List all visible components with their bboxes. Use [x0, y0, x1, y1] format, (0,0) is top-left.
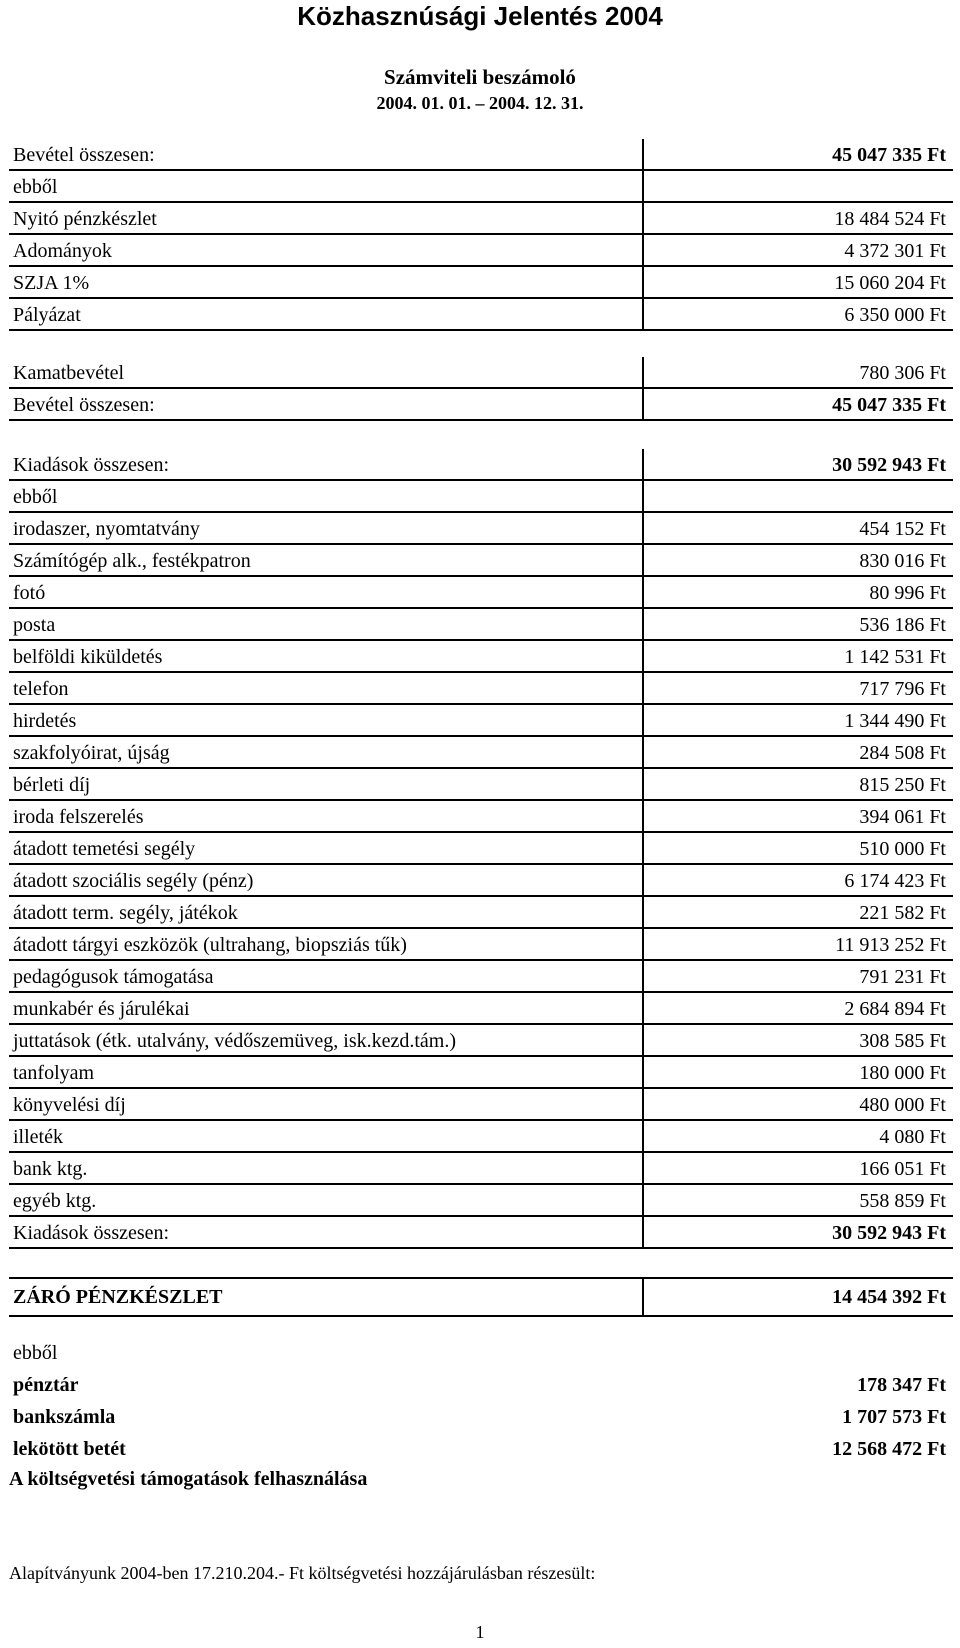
income-row [9, 203, 953, 235]
expense-value: 510 000 Ft [859, 838, 946, 860]
expense-label: átadott temetési segély [13, 838, 196, 860]
expense-row [9, 1089, 953, 1121]
income-value: 6 350 000 Ft [844, 304, 946, 326]
closing-balance-value: 14 454 392 Ft [832, 1286, 946, 1308]
expenses-total-value-2: 30 592 943 Ft [832, 1222, 946, 1244]
income-value: 15 060 204 Ft [834, 272, 946, 294]
expenses-of-which-label: ebből [13, 486, 58, 508]
expense-label: juttatások (étk. utalvány, védőszemüveg, isk.kezd.tám.) [13, 1030, 457, 1052]
expense-value: 4 080 Ft [879, 1126, 946, 1148]
expense-value: 1 344 490 Ft [844, 710, 946, 732]
expense-label: munkabér és járulékai [13, 998, 190, 1020]
expenses-of-which-row [9, 481, 953, 513]
expense-value: 791 231 Ft [859, 966, 946, 988]
expense-row [9, 1025, 953, 1057]
expense-label: könyvelési díj [13, 1094, 126, 1116]
expense-label: átadott tárgyi eszközök (ultrahang, biopsziás tűk) [13, 934, 407, 956]
closing-balance-label: ZÁRÓ PÉNZKÉSZLET [13, 1286, 223, 1308]
income-of-which-label: ebből [13, 176, 58, 198]
expense-row [9, 609, 953, 641]
expense-row [9, 1153, 953, 1185]
expense-value: 2 684 894 Ft [844, 998, 946, 1020]
expenses-total-label-2: Kiadások összesen: [13, 1222, 170, 1244]
expense-label: bank ktg. [13, 1158, 88, 1180]
expense-row [9, 929, 953, 961]
expense-label: pedagógusok támogatása [13, 966, 214, 988]
expenses-total-value: 30 592 943 Ft [832, 454, 946, 476]
expense-label: posta [13, 614, 56, 636]
income-row [9, 235, 953, 267]
expense-label: átadott term. segély, játékok [13, 902, 238, 924]
income-row [9, 299, 953, 331]
report-period: 2004. 01. 01. – 2004. 12. 31. [376, 93, 584, 113]
income-label: Pályázat [13, 304, 81, 326]
expense-value: 221 582 Ft [859, 902, 946, 924]
expense-row [9, 769, 953, 801]
subsidy-note: Alapítványunk 2004-ben 17.210.204.- Ft költségvetési hozzájárulásban részesült: [9, 1563, 596, 1583]
income-row [9, 357, 953, 389]
income-total-label: Bevétel összesen: [13, 144, 155, 166]
expense-row [9, 1121, 953, 1153]
expense-value: 80 996 Ft [869, 582, 946, 604]
expense-value: 394 061 Ft [859, 806, 946, 828]
expense-row [9, 673, 953, 705]
income-label: Kamatbevétel [13, 362, 125, 384]
income-value: 780 306 Ft [859, 362, 946, 384]
closing-row [9, 1369, 953, 1401]
subsidy-heading-row [9, 1465, 953, 1493]
expense-label: fotó [13, 582, 46, 604]
income-value: 18 484 524 Ft [834, 208, 946, 230]
income-row [9, 267, 953, 299]
closing-label: bankszámla [13, 1406, 116, 1428]
expense-value: 454 152 Ft [859, 518, 946, 540]
expense-value: 1 142 531 Ft [844, 646, 946, 668]
expense-value: 11 913 252 Ft [835, 934, 946, 956]
expense-label: illeték [13, 1126, 63, 1148]
income-total-label-2: Bevétel összesen: [13, 394, 155, 416]
subsidy-heading: A költségvetési támogatások felhasználása [9, 1468, 368, 1490]
closing-label: pénztár [13, 1374, 79, 1396]
expenses-total-label: Kiadások összesen: [13, 454, 170, 476]
expense-label: tanfolyam [13, 1062, 95, 1084]
expense-label: irodaszer, nyomtatvány [13, 518, 200, 540]
income-label: SZJA 1% [13, 272, 90, 294]
expense-label: hirdetés [13, 710, 77, 732]
income-of-which-row [9, 171, 953, 203]
closing-label: lekötött betét [13, 1438, 126, 1460]
income-label: Adományok [13, 240, 112, 262]
page-number: 1 [475, 1622, 485, 1642]
expense-row [9, 865, 953, 897]
report-subtitle: Számviteli beszámoló [384, 65, 576, 89]
closing-value: 178 347 Ft [857, 1374, 946, 1396]
expense-row [9, 737, 953, 769]
expense-label: belföldi kiküldetés [13, 646, 163, 668]
expense-value: 717 796 Ft [859, 678, 946, 700]
expense-label: átadott szociális segély (pénz) [13, 870, 254, 892]
expense-row [9, 961, 953, 993]
income-label: Nyitó pénzkészlet [13, 208, 157, 230]
closing-value: 12 568 472 Ft [832, 1438, 946, 1460]
expense-value: 536 186 Ft [859, 614, 946, 636]
expense-value: 830 016 Ft [859, 550, 946, 572]
expense-row [9, 1185, 953, 1217]
expense-row [9, 577, 953, 609]
income-total-row [9, 139, 953, 171]
expense-row [9, 897, 953, 929]
expense-row [9, 993, 953, 1025]
expense-row [9, 513, 953, 545]
expense-row [9, 705, 953, 737]
expense-value: 558 859 Ft [859, 1190, 946, 1212]
expense-value: 6 174 423 Ft [844, 870, 946, 892]
expense-row [9, 641, 953, 673]
expense-value: 480 000 Ft [859, 1094, 946, 1116]
expense-value: 166 051 Ft [859, 1158, 946, 1180]
income-total-row-2 [9, 389, 953, 421]
closing-balance-row [9, 1277, 953, 1317]
income-total-value: 45 047 335 Ft [832, 144, 946, 166]
expense-value: 180 000 Ft [859, 1062, 946, 1084]
expense-label: egyéb ktg. [13, 1190, 97, 1212]
closing-of-which-row [9, 1337, 953, 1369]
expense-list [9, 513, 953, 1217]
expense-row [9, 801, 953, 833]
expense-label: bérleti díj [13, 774, 91, 796]
expense-label: iroda felszerelés [13, 806, 144, 828]
expense-value: 815 250 Ft [859, 774, 946, 796]
closing-row [9, 1401, 953, 1433]
income-total-value-2: 45 047 335 Ft [832, 394, 946, 416]
expense-label: Számítógép alk., festékpatron [13, 550, 251, 572]
expense-row [9, 833, 953, 865]
expense-value: 308 585 Ft [859, 1030, 946, 1052]
closing-row [9, 1433, 953, 1465]
expense-row [9, 545, 953, 577]
expenses-total-row-2 [9, 1217, 953, 1249]
expense-label: telefon [13, 678, 69, 700]
closing-value: 1 707 573 Ft [842, 1406, 946, 1428]
financial-table [9, 139, 953, 1493]
report-title: Közhasznúsági Jelentés 2004 [297, 1, 663, 31]
expense-label: szakfolyóirat, újság [13, 742, 170, 764]
closing-of-which-label: ebből [13, 1342, 58, 1364]
expense-value: 284 508 Ft [859, 742, 946, 764]
income-value: 4 372 301 Ft [844, 240, 946, 262]
expense-row [9, 1057, 953, 1089]
expenses-total-row [9, 449, 953, 481]
